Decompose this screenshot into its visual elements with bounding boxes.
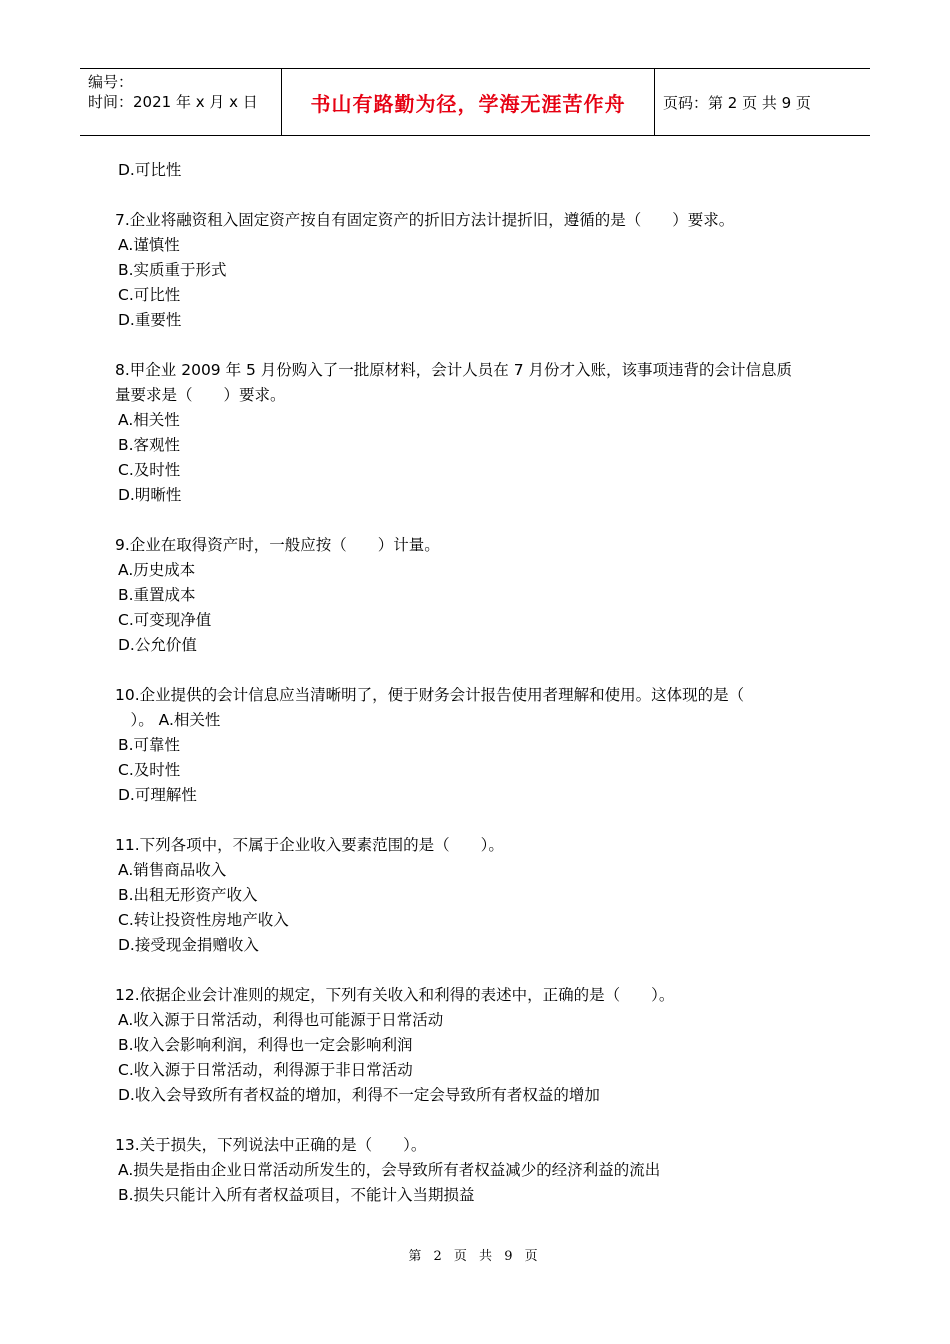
option-line: A.谨慎性	[118, 236, 180, 254]
option-line: B.损失只能计入所有者权益项目，不能计入当期损益	[118, 1186, 475, 1204]
option-line: A.收入源于日常活动，利得也可能源于日常活动	[118, 1011, 444, 1029]
header-date-label: 时间：2021 年 x 月 x 日	[88, 93, 258, 111]
question-stem: 10.企业提供的会计信息应当清晰明了，便于财务会计报告使用者理解和使用。这体现的是（	[115, 686, 745, 704]
option-line: B.可靠性	[118, 736, 181, 754]
question-stem: 13.关于损失，下列说法中正确的是（ ）。	[115, 1136, 427, 1154]
option-line: A.损失是指由企业日常活动所发生的，会导致所有者权益减少的经济利益的流出	[118, 1161, 661, 1179]
option-line: B.重置成本	[118, 586, 196, 604]
option-line: D.可比性	[118, 161, 182, 179]
option-line: D.明晰性	[118, 486, 182, 504]
option-line: D.公允价值	[118, 636, 197, 654]
option-line: C.及时性	[118, 461, 181, 479]
page-header	[80, 68, 870, 136]
option-line: C.转让投资性房地产收入	[118, 911, 289, 929]
question-block	[115, 533, 845, 658]
option-line: B.客观性	[118, 436, 181, 454]
question-block	[115, 833, 845, 958]
option-line: D.接受现金捐赠收入	[118, 936, 259, 954]
header-motto: 书山有路勤为径，学海无涯苦作舟	[282, 69, 655, 135]
option-line: B.收入会影响利润，利得也一定会影响利润	[118, 1036, 413, 1054]
question-stem: 11.下列各项中，不属于企业收入要素范围的是（ ）。	[115, 836, 504, 854]
option-line: C.及时性	[118, 761, 181, 779]
question-block	[115, 358, 845, 508]
question-block	[115, 1133, 845, 1208]
option-line: A.历史成本	[118, 561, 196, 579]
option-line: C.可比性	[118, 286, 181, 304]
option-line: C.可变现净值	[118, 611, 212, 629]
option-line: D.可理解性	[118, 786, 197, 804]
option-line: C.收入源于日常活动，利得源于非日常活动	[118, 1061, 413, 1079]
question-stem: 12.依据企业会计准则的规定，下列有关收入和利得的表述中，正确的是（ ）。	[115, 986, 675, 1004]
question-stem: 7.企业将融资租入固定资产按自有固定资产的折旧方法计提折旧，遵循的是（ ）要求。	[115, 211, 735, 229]
header-page-info: 页码：第 2 页 共 9 页	[663, 93, 811, 112]
header-meta	[80, 69, 282, 135]
option-line: A.销售商品收入	[118, 861, 227, 879]
page-footer: 第 2 页 共 9 页	[408, 1249, 542, 1264]
question-stem: ）。 A.相关性	[115, 711, 221, 729]
header-number-label: 编号：	[88, 73, 134, 91]
question-stem: 9.企业在取得资产时，一般应按（ ）计量。	[115, 536, 440, 554]
question-stem: 量要求是（ ）要求。	[115, 386, 286, 404]
question-stem: 8.甲企业 2009 年 5 月份购入了一批原材料，会计人员在 7 月份才入账，该事项违背的会计信息质	[115, 361, 793, 379]
question-list	[115, 158, 845, 1208]
option-line: B.实质重于形式	[118, 261, 227, 279]
question-block	[115, 208, 845, 333]
option-line: A.相关性	[118, 411, 180, 429]
option-line: D.收入会导致所有者权益的增加，利得不一定会导致所有者权益的增加	[118, 1086, 600, 1104]
question-block	[115, 983, 845, 1108]
option-line: D.重要性	[118, 311, 182, 329]
questions-container	[115, 208, 845, 1208]
option-line: B.出租无形资产收入	[118, 886, 258, 904]
question-block	[115, 683, 845, 808]
